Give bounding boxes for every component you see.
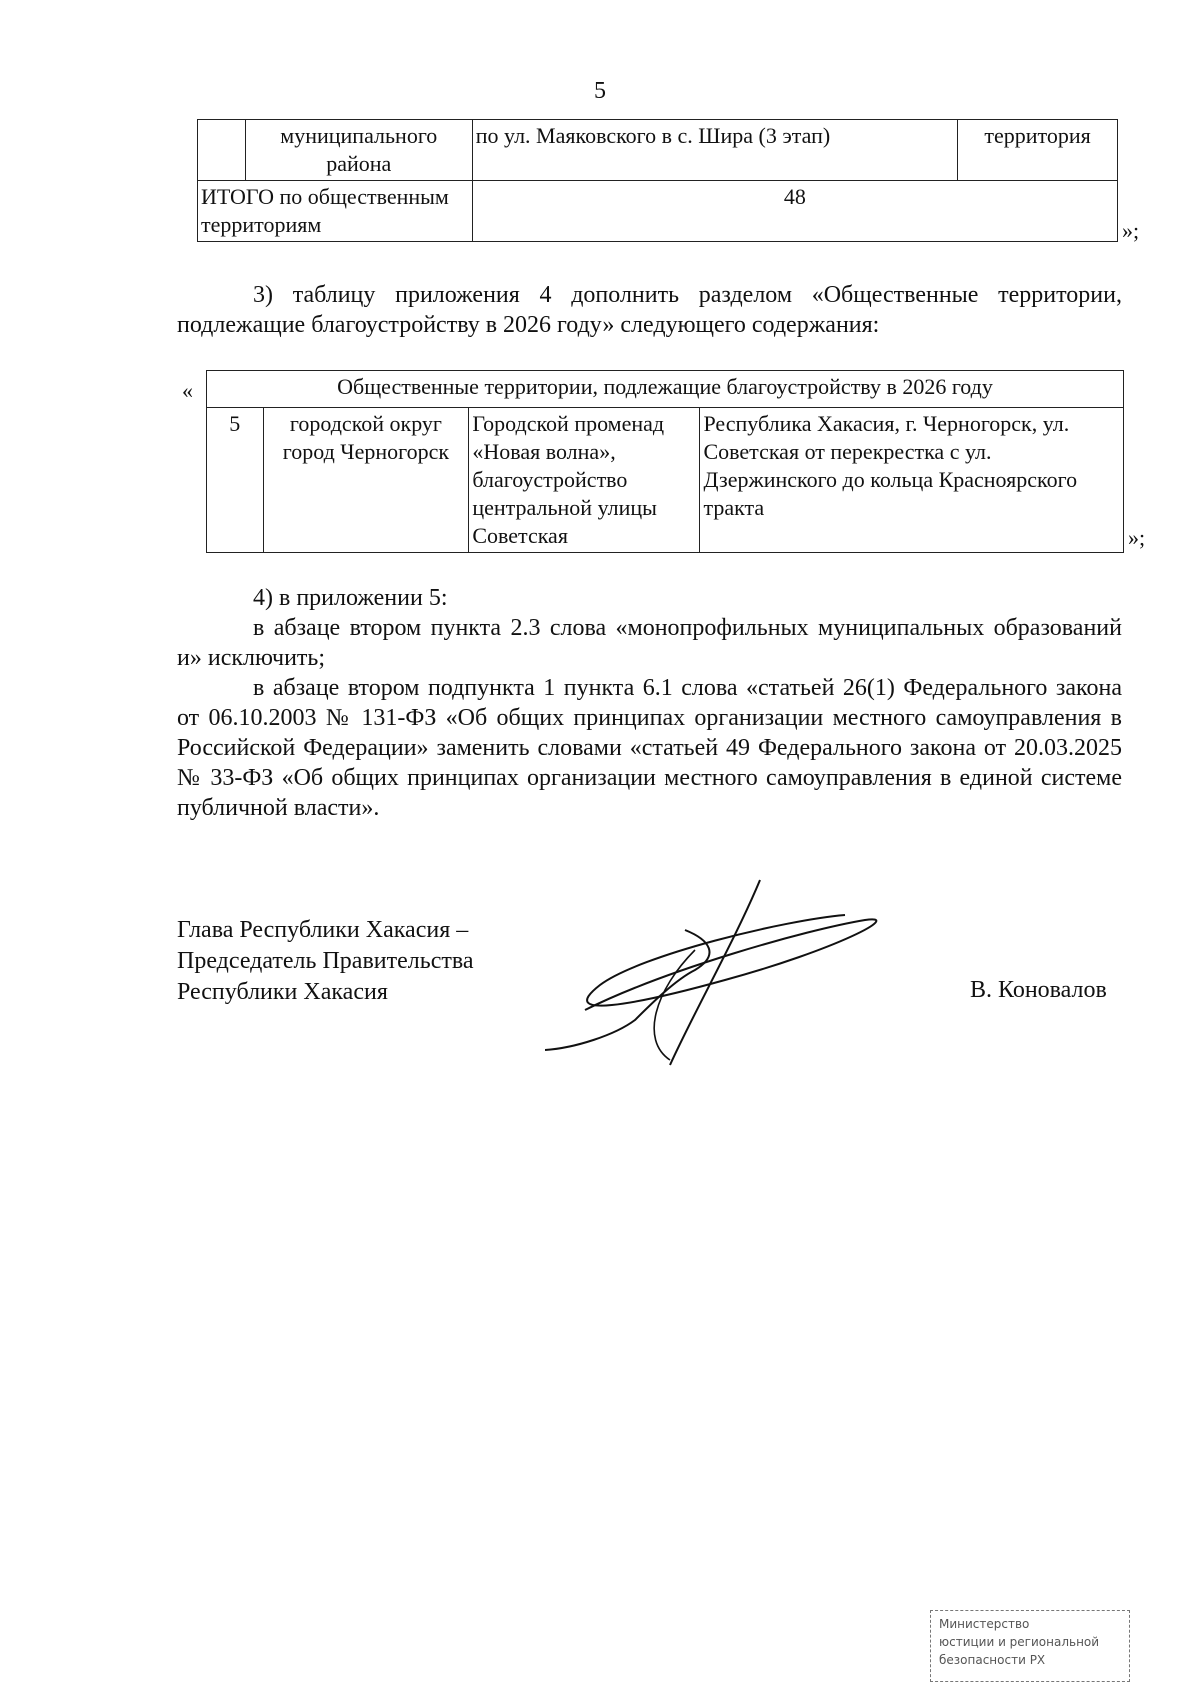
page-number: 5 [594, 78, 606, 104]
paragraph-4-title: 4) в приложении 5: [253, 585, 448, 611]
table-section-header: Общественные территории, подлежащие благоустройству в 2026 году [207, 371, 1124, 408]
table-row [198, 120, 1118, 181]
territories-2026-table [206, 370, 1124, 553]
municipality-cell: муниципального района [245, 120, 472, 181]
signer-position [177, 915, 474, 1008]
territory-name-cell: по ул. Маяковского в с. Шира (3 этап) [472, 120, 957, 181]
territories-table-continued [197, 119, 1118, 242]
total-value-cell: 48 [472, 181, 1117, 242]
municipality-cell: городской округ город Черногорск [263, 408, 469, 553]
handwritten-signature [545, 870, 925, 1070]
closing-quote: »; [1122, 218, 1140, 243]
registration-stamp [930, 1610, 1130, 1682]
signer-position-line: Республики Хакасия [177, 979, 388, 1005]
row-number-cell: 5 [207, 408, 264, 553]
territory-name-cell: Городской променад «Новая волна», благоустройство центральной улицы Советская [469, 408, 700, 553]
total-label-cell: ИТОГО по общественным территориям [198, 181, 473, 242]
row-index-cell [198, 120, 246, 181]
closing-quote: »; [1128, 525, 1146, 550]
paragraph-4-item-1: в абзаце втором пункта 2.3 слова «монопрофильных муниципальных образований и» исключить; [177, 615, 1122, 671]
address-cell: Республика Хакасия, г. Черногорск, ул. Советская от перекрестка с ул. Дзержинского до кольца Красноярского тракта [700, 408, 1124, 553]
signer-position-line: Председатель Правительства [177, 948, 474, 974]
table-row [207, 408, 1124, 553]
stamp-line: безопасности РХ [939, 1653, 1046, 1667]
stamp-line: Министерство [939, 1617, 1030, 1631]
signer-name: В. Коновалов [970, 977, 1107, 1003]
opening-quote: « [182, 378, 193, 403]
paragraph-4-item-2: в абзаце втором подпункта 1 пункта 6.1 слова «статьей 26(1) Федерального закона от 06.10.2003 № 131-ФЗ «Об общих принципах организации местного самоуправления в Российской Федерации» заменить словами «статьей 49 Федерального закона от 20.03.2025 № 33-ФЗ «Об общих принципах организации местного самоуправления в единой системе публичной власти». [177, 675, 1122, 821]
stamp-line: юстиции и региональной [939, 1635, 1100, 1649]
territory-type-cell: территория [958, 120, 1118, 181]
total-row [198, 181, 1118, 242]
paragraph-3: 3) таблицу приложения 4 дополнить разделом «Общественные территории, подлежащие благоустройству в 2026 году» следующего содержания: [177, 282, 1122, 338]
signer-position-line: Глава Республики Хакасия – [177, 917, 469, 943]
